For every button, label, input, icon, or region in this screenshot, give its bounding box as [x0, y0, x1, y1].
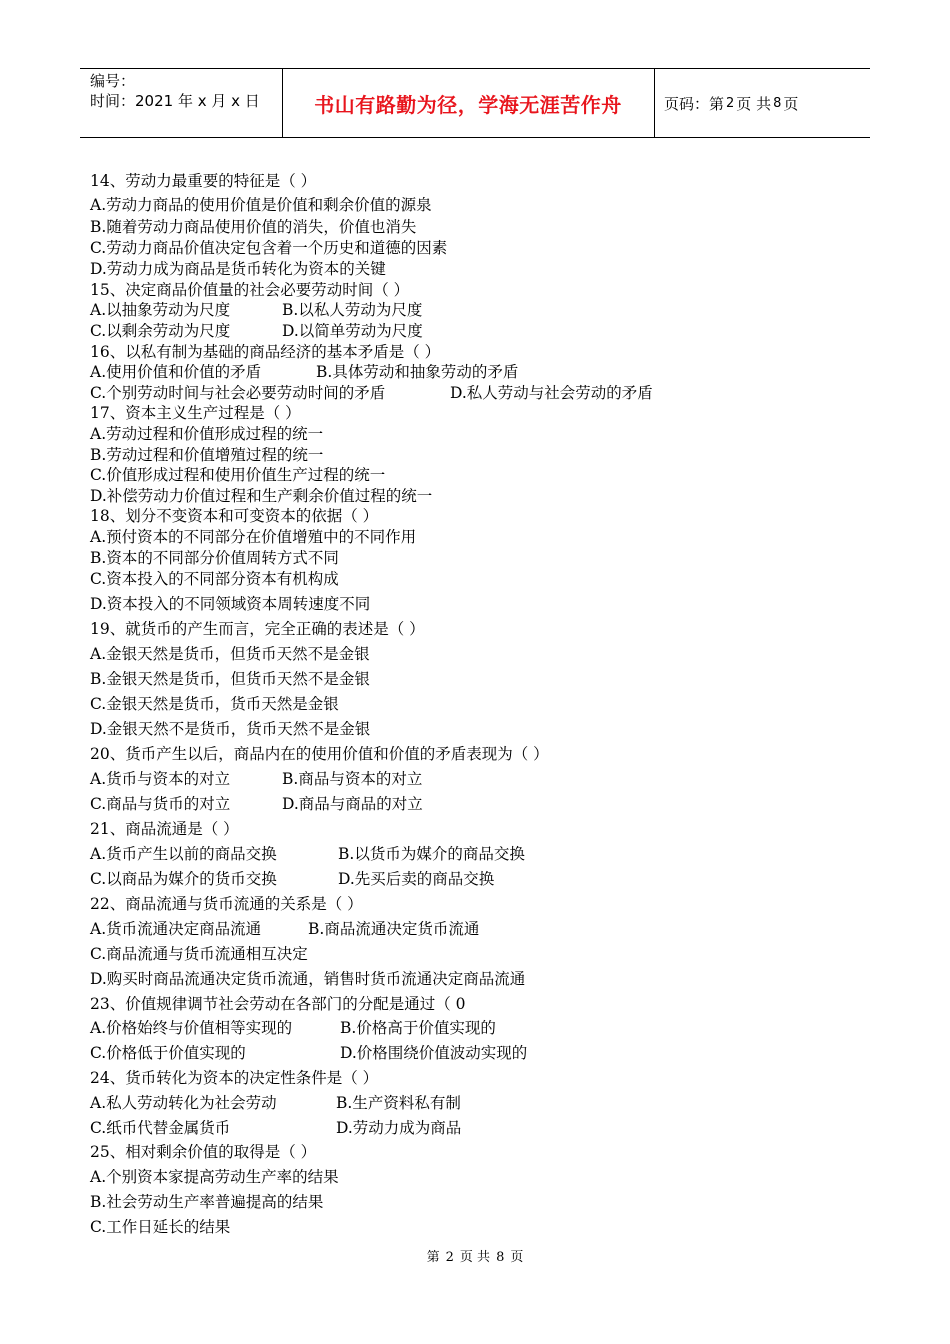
question-line	[90, 1043, 528, 1063]
question-line	[90, 844, 525, 864]
line-text: A.价格始终与价值相等实现的	[90, 1019, 293, 1037]
line-text: 22、商品流通与货币流通的关系是（ ）	[90, 895, 363, 913]
line-option: B.以货币为媒介的商品交换	[338, 845, 525, 863]
question-line	[90, 769, 423, 789]
page-number: 2	[726, 95, 735, 111]
line-option: D.以简单劳动为尺度	[282, 322, 423, 340]
header-motto: 书山有路勤为径，学海无涯苦作舟	[314, 92, 622, 117]
line-text: B.社会劳动生产率普遍提高的结果	[90, 1193, 324, 1211]
line-text: 20、货币产生以后，商品内在的使用价值和价值的矛盾表现为（ ）	[90, 745, 549, 763]
line-option: B.商品与资本的对立	[282, 770, 423, 788]
question-line	[90, 819, 239, 839]
line-text: C.工作日延长的结果	[90, 1218, 231, 1236]
line-text: C.纸币代替金属货币	[90, 1119, 231, 1137]
line-text: A.劳动力商品的使用价值是价值和剩余价值的源泉	[90, 196, 432, 214]
page-mid: 页 共	[736, 94, 772, 113]
line-text: 24、货币转化为资本的决定性条件是（ ）	[90, 1069, 379, 1087]
question-line	[90, 944, 308, 964]
question-line	[90, 403, 301, 423]
question-line	[90, 171, 316, 191]
line-option: B.以私人劳动为尺度	[282, 301, 423, 319]
question-line	[90, 1142, 316, 1162]
serial-label: 编号：	[90, 72, 136, 90]
line-text: A.货币产生以前的商品交换	[90, 845, 277, 863]
line-text: C.劳动力商品价值决定包含着一个历史和道德的因素	[90, 239, 448, 257]
question-line	[90, 342, 440, 362]
question-line	[90, 744, 549, 764]
line-text: A.预付资本的不同部分在价值增殖中的不同作用	[90, 528, 417, 546]
line-text: 17、资本主义生产过程是（ ）	[90, 404, 301, 422]
question-line	[90, 362, 519, 382]
question-line	[90, 894, 363, 914]
total-pages: 8	[773, 95, 782, 111]
question-line	[90, 719, 370, 739]
line-text: A.货币与资本的对立	[90, 770, 231, 788]
question-line	[90, 1118, 462, 1138]
question-line	[90, 445, 323, 465]
line-text: A.金银天然是货币，但货币天然不是金银	[90, 645, 370, 663]
line-text: D.劳动力成为商品是货币转化为资本的关键	[90, 260, 386, 278]
question-line	[90, 506, 378, 526]
line-option: D.私人劳动与社会劳动的矛盾	[450, 384, 653, 402]
line-text: B.金银天然是货币，但货币天然不是金银	[90, 670, 370, 688]
line-option: D.劳动力成为商品	[336, 1119, 462, 1137]
line-text: D.金银天然不是货币，货币天然不是金银	[90, 720, 371, 738]
line-text: C.价值形成过程和使用价值生产过程的统一	[90, 466, 386, 484]
line-text: C.价格低于价值实现的	[90, 1044, 246, 1062]
question-line	[90, 527, 416, 547]
question-line	[90, 486, 432, 506]
line-text: A.个别资本家提高劳动生产率的结果	[90, 1168, 339, 1186]
question-line	[90, 594, 370, 614]
question-line	[90, 300, 423, 320]
question-line	[90, 424, 323, 444]
question-line	[90, 794, 423, 814]
line-option: B.具体劳动和抽象劳动的矛盾	[316, 363, 519, 381]
line-text: C.商品流通与货币流通相互决定	[90, 945, 308, 963]
line-text: B.资本的不同部分价值周转方式不同	[90, 549, 339, 567]
line-option: B.价格高于价值实现的	[340, 1019, 496, 1037]
line-text: C.以剩余劳动为尺度	[90, 322, 231, 340]
line-text: B.随着劳动力商品使用价值的消失，价值也消失	[90, 218, 417, 236]
footer-total-pages: 8	[496, 1250, 505, 1265]
footer-mid: 页 共	[459, 1250, 491, 1265]
line-text: A.使用价值和价值的矛盾	[90, 363, 262, 381]
header-meta	[90, 71, 260, 111]
question-line	[90, 569, 339, 589]
line-text: C.金银天然是货币，货币天然是金银	[90, 695, 339, 713]
question-line	[90, 195, 432, 215]
header-page-indicator	[664, 69, 798, 137]
line-text: D.购买时商品流通决定货币流通，销售时货币流通决定商品流通	[90, 970, 526, 988]
line-text: 21、商品流通是（ ）	[90, 820, 239, 838]
question-line	[90, 238, 447, 258]
line-text: 14、劳动力最重要的特征是（ ）	[90, 172, 317, 190]
question-line	[90, 548, 339, 568]
question-line	[90, 1217, 230, 1237]
line-option: D.先买后卖的商品交换	[338, 870, 495, 888]
line-text: 18、划分不变资本和可变资本的依据（ ）	[90, 507, 379, 525]
line-text: 19、就货币的产生而言，完全正确的表述是（ ）	[90, 620, 425, 638]
line-text: A.私人劳动转化为社会劳动	[90, 1094, 277, 1112]
question-line	[90, 280, 409, 300]
page-header	[80, 68, 870, 138]
question-line	[90, 1068, 378, 1088]
question-line	[90, 1192, 323, 1212]
line-text: C.个别劳动时间与社会必要劳动时间的矛盾	[90, 384, 386, 402]
line-option: D.价格围绕价值波动实现的	[340, 1044, 528, 1062]
question-line	[90, 669, 370, 689]
time-label: 时间：2021 年 x 月 x 日	[90, 92, 260, 110]
page-prefix: 页码：第	[664, 94, 725, 113]
header-divider	[654, 69, 655, 137]
question-line	[90, 644, 370, 664]
page-footer	[0, 1246, 950, 1265]
line-text: A.以抽象劳动为尺度	[90, 301, 231, 319]
question-line	[90, 1093, 461, 1113]
line-text: D.资本投入的不同领域资本周转速度不同	[90, 595, 371, 613]
question-line	[90, 694, 339, 714]
question-line	[90, 619, 425, 639]
page-suffix: 页	[783, 94, 799, 113]
footer-page-number: 2	[445, 1250, 454, 1265]
question-line	[90, 994, 466, 1014]
line-option: D.商品与商品的对立	[282, 795, 423, 813]
line-text: D.补偿劳动力价值过程和生产剩余价值过程的统一	[90, 487, 433, 505]
question-line	[90, 969, 525, 989]
line-text: C.以商品为媒介的货币交换	[90, 870, 277, 888]
footer-suffix: 页	[510, 1250, 524, 1265]
line-text: A.劳动过程和价值形成过程的统一	[90, 425, 324, 443]
line-text: C.商品与货币的对立	[90, 795, 231, 813]
question-line	[90, 321, 423, 341]
question-line	[90, 1018, 496, 1038]
line-text: C.资本投入的不同部分资本有机构成	[90, 570, 339, 588]
question-line	[90, 919, 480, 939]
line-option: B.生产资料私有制	[336, 1094, 461, 1112]
question-line	[90, 465, 385, 485]
question-line	[90, 383, 653, 403]
question-line	[90, 259, 386, 279]
question-line	[90, 217, 416, 237]
question-line	[90, 869, 495, 889]
line-text: 23、价值规律调节社会劳动在各部门的分配是通过（ 0	[90, 995, 466, 1013]
line-text: B.劳动过程和价值增殖过程的统一	[90, 446, 324, 464]
line-text: 16、以私有制为基础的商品经济的基本矛盾是（ ）	[90, 343, 441, 361]
line-text: 15、决定商品价值量的社会必要劳动时间（ ）	[90, 281, 410, 299]
line-text: A.货币流通决定商品流通	[90, 920, 262, 938]
question-line	[90, 1167, 339, 1187]
footer-prefix: 第	[426, 1250, 440, 1265]
line-option: B.商品流通决定货币流通	[308, 920, 480, 938]
line-text: 25、相对剩余价值的取得是（ ）	[90, 1143, 317, 1161]
